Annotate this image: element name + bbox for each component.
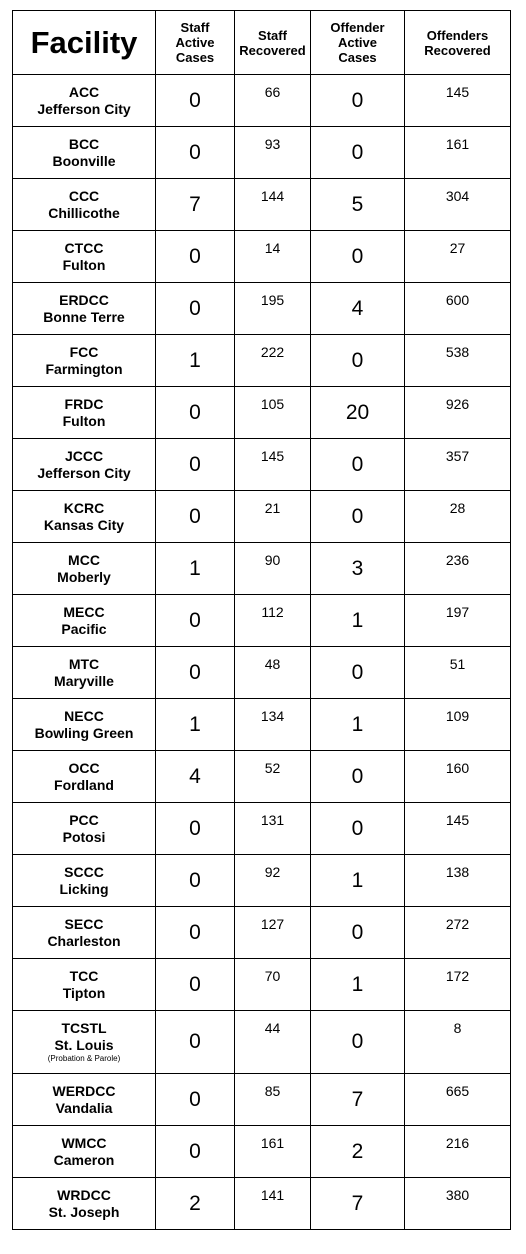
staff-active-cases-cell: 4 xyxy=(156,751,235,803)
staff-active-cases-cell: 0 xyxy=(156,647,235,699)
offenders-recovered-cell: 600 xyxy=(405,283,511,335)
offender-active-cases-cell: 0 xyxy=(311,907,405,959)
header-staff-active-cases xyxy=(156,11,235,75)
staff-recovered-cell: 127 xyxy=(235,907,311,959)
header-line: Staff xyxy=(258,27,287,43)
facility-city: Kansas City xyxy=(43,516,125,533)
facility-code: BCC xyxy=(68,135,100,152)
staff-active-cases-cell: 0 xyxy=(156,959,235,1011)
header-line: Active xyxy=(337,35,378,50)
facility-city: Licking xyxy=(59,880,109,897)
header-line: Offender xyxy=(330,20,385,35)
staff-active-cases-cell: 2 xyxy=(156,1178,235,1230)
offenders-recovered-cell: 138 xyxy=(405,855,511,907)
header-line: Cases xyxy=(338,50,377,65)
offender-active-cases-cell: 5 xyxy=(311,179,405,231)
staff-recovered-cell: 131 xyxy=(235,803,311,855)
offenders-recovered-cell: 28 xyxy=(405,491,511,543)
facility-cell xyxy=(13,1074,156,1126)
header-line: Offenders xyxy=(426,27,489,43)
staff-active-cases-cell: 0 xyxy=(156,803,235,855)
staff-active-cases-cell: 0 xyxy=(156,1011,235,1074)
table-row xyxy=(13,803,511,855)
facility-code: MTC xyxy=(68,655,100,672)
table-row xyxy=(13,387,511,439)
offenders-recovered-cell: 172 xyxy=(405,959,511,1011)
facility-city: Boonville xyxy=(52,152,116,169)
header-offenders-recovered xyxy=(405,11,511,75)
facility-cell xyxy=(13,491,156,543)
covid-cases-table xyxy=(12,10,511,1230)
facility-cell xyxy=(13,179,156,231)
staff-recovered-cell: 144 xyxy=(235,179,311,231)
table-row xyxy=(13,127,511,179)
offender-active-cases-cell: 0 xyxy=(311,803,405,855)
facility-cell xyxy=(13,335,156,387)
offender-active-cases-cell: 4 xyxy=(311,283,405,335)
header-offender-active-cases xyxy=(311,11,405,75)
offender-active-cases-cell: 7 xyxy=(311,1074,405,1126)
offender-active-cases-cell: 2 xyxy=(311,1126,405,1178)
table-row xyxy=(13,647,511,699)
header-line: Recovered xyxy=(424,42,491,58)
facility-city: Fordland xyxy=(54,776,114,793)
header-staff-recovered xyxy=(235,11,311,75)
table-row xyxy=(13,335,511,387)
offenders-recovered-cell: 51 xyxy=(405,647,511,699)
offenders-recovered-cell: 161 xyxy=(405,127,511,179)
offender-active-cases-cell: 1 xyxy=(311,855,405,907)
offenders-recovered-cell: 197 xyxy=(405,595,511,647)
staff-recovered-cell: 44 xyxy=(235,1011,311,1074)
offenders-recovered-cell: 380 xyxy=(405,1178,511,1230)
staff-active-cases-cell: 0 xyxy=(156,855,235,907)
facility-cell xyxy=(13,439,156,491)
offender-active-cases-cell: 7 xyxy=(311,1178,405,1230)
staff-recovered-cell: 112 xyxy=(235,595,311,647)
offender-active-cases-cell: 0 xyxy=(311,439,405,491)
table-row xyxy=(13,699,511,751)
staff-active-cases-cell: 0 xyxy=(156,1126,235,1178)
staff-recovered-cell: 92 xyxy=(235,855,311,907)
facility-code: TCSTL xyxy=(61,1020,107,1036)
offenders-recovered-cell: 236 xyxy=(405,543,511,595)
staff-recovered-cell: 161 xyxy=(235,1126,311,1178)
facility-cell xyxy=(13,647,156,699)
offender-active-cases-cell: 0 xyxy=(311,335,405,387)
facility-cell xyxy=(13,595,156,647)
facility-code: MECC xyxy=(63,603,105,620)
facility-city: Fulton xyxy=(62,412,106,429)
facility-city: Potosi xyxy=(62,828,106,845)
table-row xyxy=(13,1178,511,1230)
table-row xyxy=(13,1074,511,1126)
table-row xyxy=(13,595,511,647)
facility-code: WMCC xyxy=(61,1134,107,1151)
facility-city: Maryville xyxy=(54,672,114,689)
facility-code: FRDC xyxy=(64,395,104,412)
offender-active-cases-cell: 1 xyxy=(311,595,405,647)
staff-recovered-cell: 70 xyxy=(235,959,311,1011)
facility-city: Chillicothe xyxy=(48,204,120,221)
staff-recovered-cell: 21 xyxy=(235,491,311,543)
facility-code: PCC xyxy=(69,811,99,828)
staff-active-cases-cell: 0 xyxy=(156,439,235,491)
header-line: Staff xyxy=(180,20,210,35)
table-row xyxy=(13,1126,511,1178)
facility-code: CTCC xyxy=(64,239,104,256)
offenders-recovered-cell: 357 xyxy=(405,439,511,491)
facility-code: WERDCC xyxy=(52,1082,116,1099)
facility-cell xyxy=(13,855,156,907)
facility-cell xyxy=(13,803,156,855)
table-row xyxy=(13,543,511,595)
header-facility: Facility xyxy=(13,11,156,75)
offender-active-cases-cell: 3 xyxy=(311,543,405,595)
facility-city: Jefferson City xyxy=(37,464,131,481)
table-body xyxy=(13,75,511,1230)
staff-recovered-cell: 222 xyxy=(235,335,311,387)
facility-cell xyxy=(13,959,156,1011)
staff-recovered-cell: 85 xyxy=(235,1074,311,1126)
staff-recovered-cell: 195 xyxy=(235,283,311,335)
facility-city: Charleston xyxy=(47,932,121,949)
staff-recovered-cell: 134 xyxy=(235,699,311,751)
facility-note: (Probation & Parole) xyxy=(47,1054,121,1063)
staff-active-cases-cell: 0 xyxy=(156,75,235,127)
offenders-recovered-cell: 926 xyxy=(405,387,511,439)
facility-cell xyxy=(13,231,156,283)
facility-code: TCC xyxy=(69,967,99,984)
facility-cell xyxy=(13,1126,156,1178)
facility-city: Bowling Green xyxy=(34,724,134,741)
offender-active-cases-cell: 1 xyxy=(311,699,405,751)
table-row xyxy=(13,491,511,543)
facility-code: WRDCC xyxy=(57,1186,111,1203)
facility-city: Fulton xyxy=(62,256,106,273)
header-line: Recovered xyxy=(239,42,306,58)
table-row xyxy=(13,283,511,335)
table-row xyxy=(13,75,511,127)
staff-active-cases-cell: 0 xyxy=(156,595,235,647)
facility-cell xyxy=(13,1011,156,1074)
facility-code: ACC xyxy=(68,83,100,100)
facility-city: Vandalia xyxy=(55,1099,113,1116)
staff-recovered-cell: 105 xyxy=(235,387,311,439)
facility-city: Pacific xyxy=(61,620,107,637)
offender-active-cases-cell: 0 xyxy=(311,231,405,283)
facility-cell xyxy=(13,699,156,751)
facility-city: Bonne Terre xyxy=(43,308,125,325)
offender-active-cases-cell: 0 xyxy=(311,751,405,803)
facility-cell xyxy=(13,127,156,179)
facility-city: Cameron xyxy=(53,1151,115,1168)
facility-code: SCCC xyxy=(64,863,104,880)
staff-active-cases-cell: 1 xyxy=(156,699,235,751)
offender-active-cases-cell: 20 xyxy=(311,387,405,439)
offenders-recovered-cell: 160 xyxy=(405,751,511,803)
staff-recovered-cell: 141 xyxy=(235,1178,311,1230)
staff-active-cases-cell: 0 xyxy=(156,283,235,335)
facility-cell xyxy=(13,907,156,959)
staff-active-cases-cell: 0 xyxy=(156,491,235,543)
facility-code: ERDCC xyxy=(59,291,109,308)
staff-active-cases-cell: 0 xyxy=(156,907,235,959)
staff-recovered-cell: 66 xyxy=(235,75,311,127)
offenders-recovered-cell: 304 xyxy=(405,179,511,231)
facility-city: Farmington xyxy=(45,360,123,377)
table-row xyxy=(13,907,511,959)
facility-cell xyxy=(13,75,156,127)
facility-cell xyxy=(13,1178,156,1230)
table-row xyxy=(13,959,511,1011)
staff-recovered-cell: 93 xyxy=(235,127,311,179)
table-row xyxy=(13,231,511,283)
facility-city: St. Joseph xyxy=(48,1203,120,1220)
offender-active-cases-cell: 0 xyxy=(311,491,405,543)
table-row xyxy=(13,1011,511,1074)
header-row xyxy=(13,11,511,75)
facility-city: Tipton xyxy=(62,984,106,1001)
staff-recovered-cell: 14 xyxy=(235,231,311,283)
staff-recovered-cell: 90 xyxy=(235,543,311,595)
table-row xyxy=(13,439,511,491)
facility-cell xyxy=(13,543,156,595)
offenders-recovered-cell: 538 xyxy=(405,335,511,387)
staff-recovered-cell: 48 xyxy=(235,647,311,699)
staff-active-cases-cell: 7 xyxy=(156,179,235,231)
facility-city: St. Louis xyxy=(54,1037,114,1053)
offenders-recovered-cell: 216 xyxy=(405,1126,511,1178)
offenders-recovered-cell: 109 xyxy=(405,699,511,751)
staff-active-cases-cell: 0 xyxy=(156,1074,235,1126)
facility-cell xyxy=(13,283,156,335)
facility-cell xyxy=(13,387,156,439)
facility-city: Moberly xyxy=(57,568,111,585)
offenders-recovered-cell: 145 xyxy=(405,803,511,855)
facility-code: JCCC xyxy=(64,447,104,464)
facility-code: OCC xyxy=(68,759,100,776)
facility-city: Jefferson City xyxy=(37,100,131,117)
table-row xyxy=(13,751,511,803)
table-row xyxy=(13,179,511,231)
staff-active-cases-cell: 0 xyxy=(156,127,235,179)
facility-code: CCC xyxy=(68,187,100,204)
staff-active-cases-cell: 1 xyxy=(156,543,235,595)
offenders-recovered-cell: 145 xyxy=(405,75,511,127)
facility-code: FCC xyxy=(69,343,99,360)
offender-active-cases-cell: 0 xyxy=(311,127,405,179)
facility-cell xyxy=(13,751,156,803)
header-line: Active xyxy=(175,35,215,50)
offender-active-cases-cell: 0 xyxy=(311,75,405,127)
offender-active-cases-cell: 0 xyxy=(311,647,405,699)
offenders-recovered-cell: 27 xyxy=(405,231,511,283)
offender-active-cases-cell: 0 xyxy=(311,1011,405,1074)
facility-code: KCRC xyxy=(63,499,105,516)
facility-code: NECC xyxy=(64,707,104,724)
staff-active-cases-cell: 1 xyxy=(156,335,235,387)
offenders-recovered-cell: 665 xyxy=(405,1074,511,1126)
offenders-recovered-cell: 272 xyxy=(405,907,511,959)
table-row xyxy=(13,855,511,907)
header-line: Cases xyxy=(175,50,215,65)
staff-recovered-cell: 145 xyxy=(235,439,311,491)
staff-active-cases-cell: 0 xyxy=(156,231,235,283)
facility-code: MCC xyxy=(68,551,100,568)
offenders-recovered-cell: 8 xyxy=(405,1011,511,1074)
offender-active-cases-cell: 1 xyxy=(311,959,405,1011)
staff-active-cases-cell: 0 xyxy=(156,387,235,439)
facility-code: SECC xyxy=(64,915,104,932)
staff-recovered-cell: 52 xyxy=(235,751,311,803)
